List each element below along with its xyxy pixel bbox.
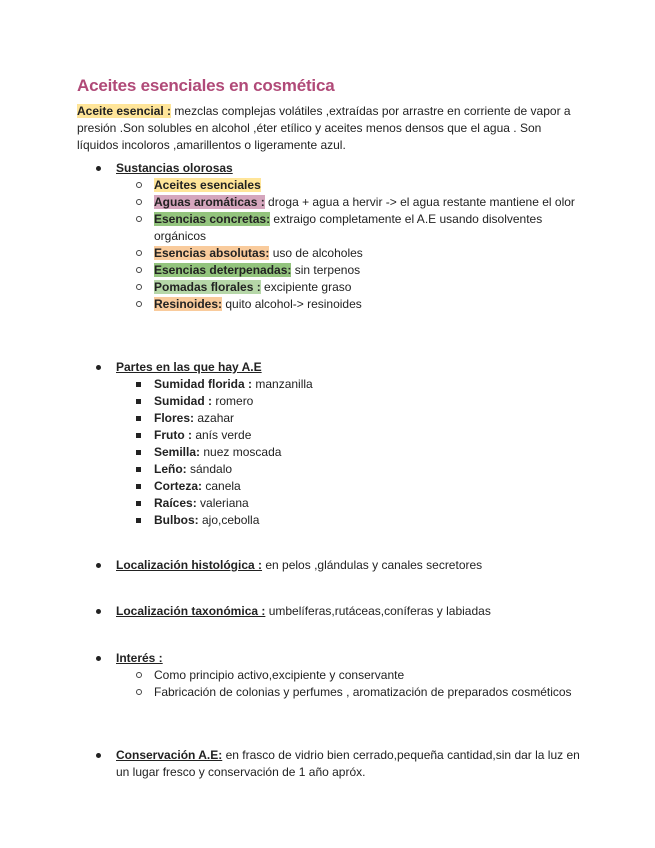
list-item	[96, 160, 586, 177]
circle-bullet-icon	[136, 284, 142, 290]
circle-bullet-icon	[136, 301, 142, 307]
item-text: valeriana	[196, 496, 249, 510]
item-text: extraigo completamente el A.E usando disolventes orgánicos	[154, 212, 543, 243]
item-text: anís verde	[192, 428, 252, 442]
list-item	[96, 512, 586, 529]
list-item	[96, 359, 586, 376]
item-text: azahar	[194, 411, 235, 425]
list-item	[96, 245, 586, 262]
list-item	[96, 478, 586, 495]
bullet-icon	[96, 609, 101, 614]
page-title: Aceites esenciales en cosmética	[77, 76, 335, 95]
list-item	[96, 603, 586, 620]
list-item	[96, 279, 586, 296]
intro-text: mezclas complejas volátiles ,extraídas por arrastre en corriente de vapor a presión .Son solubles en alcohol ,éter etílico y aceites menos densos que el agua . Son líquidos incoloros ,amarillentos o ligeramente azul.	[77, 104, 571, 152]
item-text: excipiente graso	[260, 280, 352, 294]
item-text: romero	[212, 394, 254, 408]
list-item	[96, 393, 586, 410]
item-label: Resinoides:	[154, 297, 223, 311]
list-item	[96, 376, 586, 393]
item-label: Sumidad florida :	[154, 377, 253, 391]
section-heading: Interés :	[116, 651, 163, 665]
list-item	[96, 444, 586, 461]
item-text: sándalo	[186, 462, 233, 476]
item-label: Semilla:	[154, 445, 201, 459]
section-text: umbelíferas,rutáceas,coníferas y labiadas	[265, 604, 491, 618]
section-heading: Localización histológica :	[116, 558, 263, 572]
list-item	[96, 667, 586, 684]
square-bullet-icon	[136, 450, 141, 455]
intro-term: Aceite esencial :	[77, 104, 172, 118]
item-text: droga + agua a hervir -> el agua restante mantiene el olor	[264, 195, 575, 209]
list-item	[96, 427, 586, 444]
circle-bullet-icon	[136, 267, 142, 273]
item-text: Fabricación de colonias y perfumes , aromatización de preparados cosméticos	[154, 685, 572, 699]
section-taxonomica	[96, 603, 586, 620]
item-text: ajo,cebolla	[198, 513, 260, 527]
list-item	[96, 211, 586, 245]
square-bullet-icon	[136, 416, 141, 421]
section-conservacion	[96, 747, 586, 781]
item-label: Aceites esenciales	[154, 178, 261, 192]
bullet-icon	[96, 166, 101, 171]
bullet-icon	[96, 753, 101, 758]
item-label: Esencias deterpenadas:	[154, 263, 292, 277]
list-item	[96, 557, 586, 574]
item-label: Bulbos:	[154, 513, 199, 527]
section-heading: Partes en las que hay A.E	[116, 360, 262, 374]
item-label: Corteza:	[154, 479, 203, 493]
section-sustancias	[96, 160, 586, 313]
square-bullet-icon	[136, 484, 141, 489]
item-label: Esencias concretas:	[154, 212, 271, 226]
item-text: Como principio activo,excipiente y conservante	[154, 668, 405, 682]
item-text: nuez moscada	[200, 445, 282, 459]
section-histologica	[96, 557, 586, 574]
square-bullet-icon	[136, 518, 141, 523]
section-interes	[96, 650, 586, 701]
item-text: manzanilla	[252, 377, 313, 391]
square-bullet-icon	[136, 433, 141, 438]
list-item	[96, 262, 586, 279]
intro-paragraph	[77, 103, 582, 154]
item-text: quito alcohol-> resinoides	[222, 297, 362, 311]
item-text: uso de alcoholes	[269, 246, 363, 260]
square-bullet-icon	[136, 382, 141, 387]
section-partes	[96, 359, 586, 529]
list-item	[96, 194, 586, 211]
list-item	[96, 461, 586, 478]
bullet-icon	[96, 563, 101, 568]
circle-bullet-icon	[136, 199, 142, 205]
list-item	[96, 747, 586, 781]
list-item	[96, 410, 586, 427]
section-text: en frasco de vidrio bien cerrado,pequeña cantidad,sin dar la luz en un lugar fresco y conservación de 1 año apróx.	[116, 748, 580, 779]
item-text: canela	[202, 479, 241, 493]
circle-bullet-icon	[136, 216, 142, 222]
item-label: Fruto :	[154, 428, 192, 442]
list-item	[96, 684, 586, 701]
item-label: Sumidad :	[154, 394, 213, 408]
section-heading: Localización taxonómica :	[116, 604, 266, 618]
square-bullet-icon	[136, 467, 141, 472]
item-label: Aguas aromáticas :	[154, 195, 265, 209]
circle-bullet-icon	[136, 689, 142, 695]
circle-bullet-icon	[136, 250, 142, 256]
item-label: Raíces:	[154, 496, 197, 510]
item-label: Flores:	[154, 411, 195, 425]
item-label: Pomadas florales :	[154, 280, 261, 294]
list-item	[96, 177, 586, 194]
item-text: sin terpenos	[291, 263, 361, 277]
item-label: Leño:	[154, 462, 187, 476]
square-bullet-icon	[136, 501, 141, 506]
section-heading: Sustancias olorosas	[116, 161, 233, 175]
list-item	[96, 495, 586, 512]
square-bullet-icon	[136, 399, 141, 404]
circle-bullet-icon	[136, 672, 142, 678]
circle-bullet-icon	[136, 182, 142, 188]
list-item	[96, 296, 586, 313]
list-item	[96, 650, 586, 667]
item-label: Esencias absolutas:	[154, 246, 270, 260]
bullet-icon	[96, 365, 101, 370]
section-text: en pelos ,glándulas y canales secretores	[262, 558, 483, 572]
bullet-icon	[96, 656, 101, 661]
section-heading: Conservación A.E:	[116, 748, 223, 762]
